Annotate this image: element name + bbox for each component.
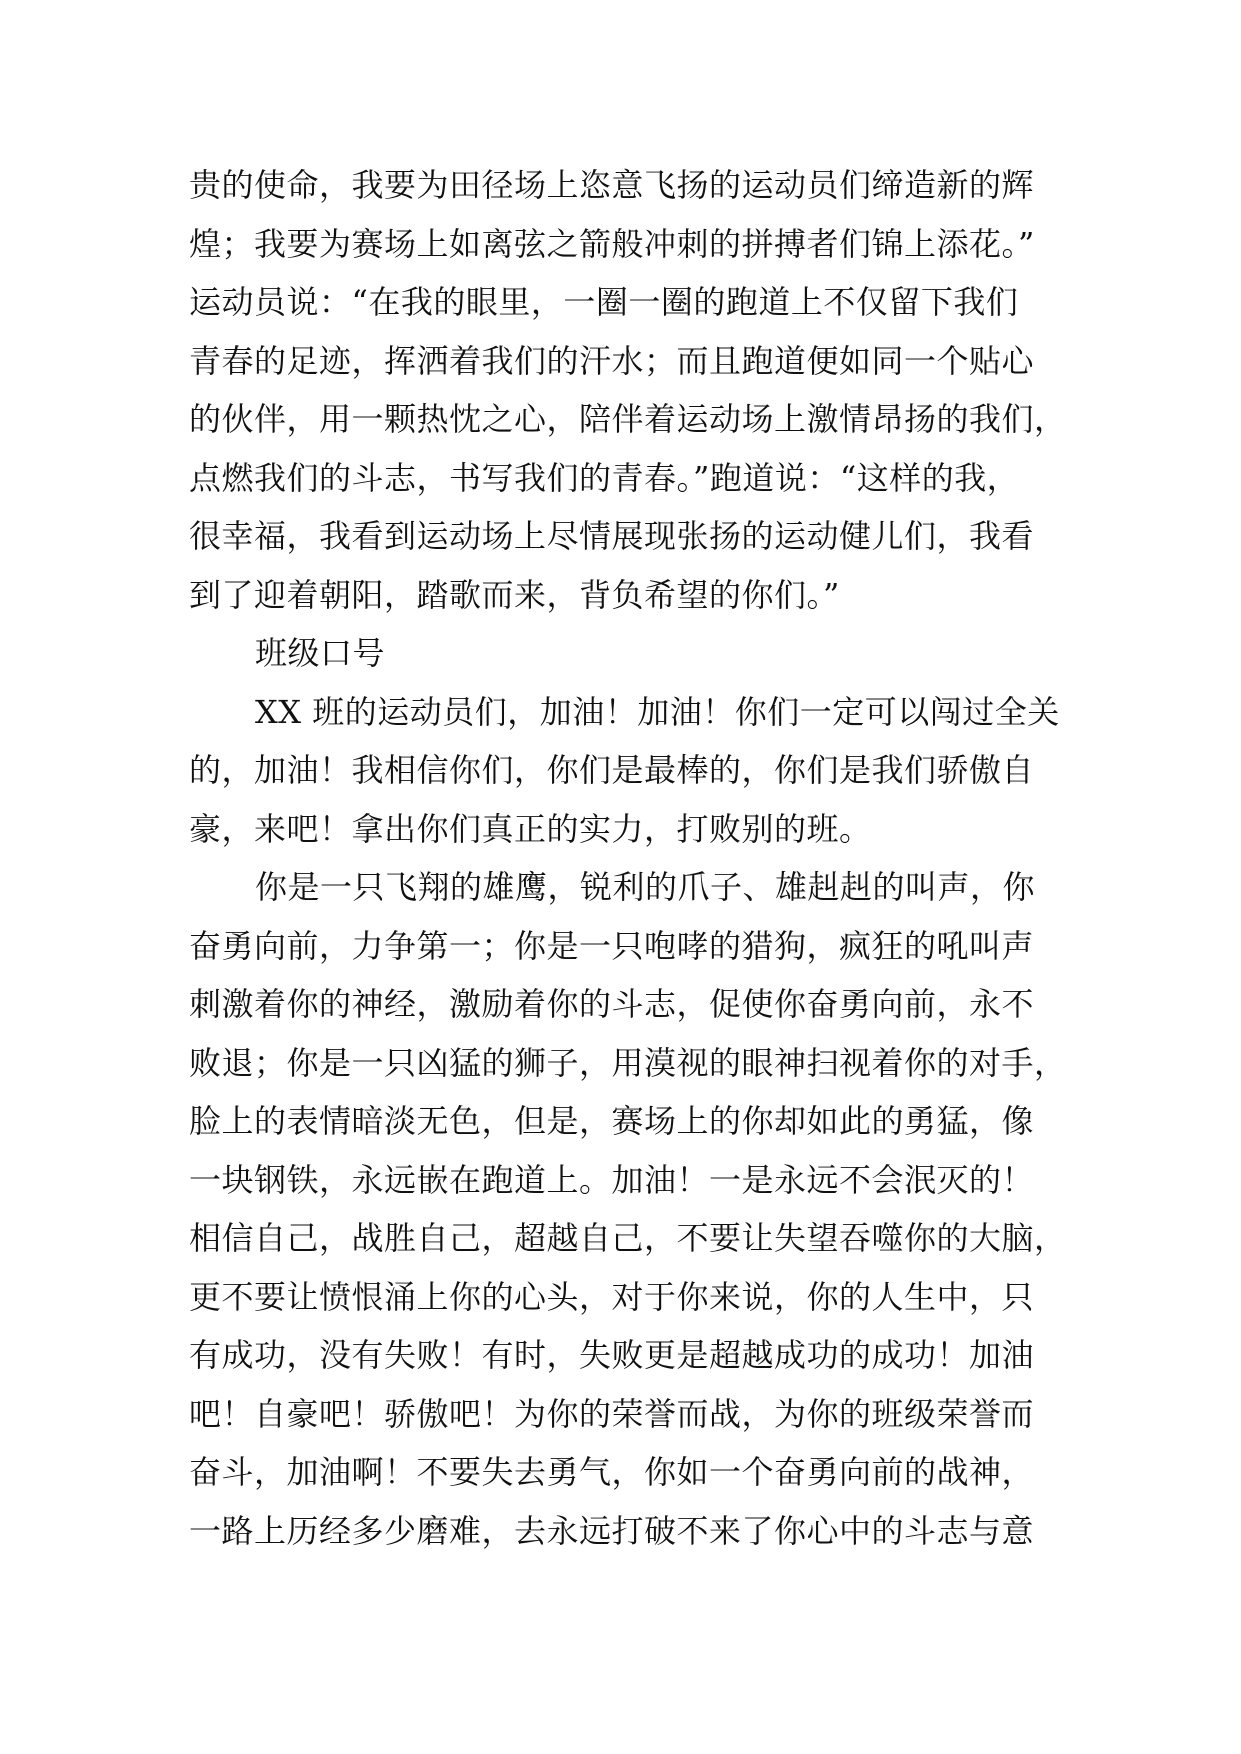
text-line: 相信自己，战胜自己，超越自己，不要让失望吞噬你的大脑， xyxy=(189,1219,1067,1257)
text-line: 一块钢铁，永远嵌在跑道上。加油！一是永远不会泯灭的！ xyxy=(189,1160,1035,1199)
text-line: 奋勇向前，力争第一；你是一只咆哮的猎狗，疯狂的吼叫声 xyxy=(189,926,1035,965)
text-line: 脸上的表情暗淡无色，但是，赛场上的你却如此的勇猛，像 xyxy=(189,1102,1035,1140)
text-line: 贵的使命，我要为田径场上恣意飞扬的运动员们缔造新的辉 xyxy=(189,166,1035,204)
text-line: 的，加油！我相信你们，你们是最棒的，你们是我们骄傲自 xyxy=(189,751,1035,789)
body-text xyxy=(189,156,1069,1560)
text-line: 青春的足迹，挥洒着我们的汗水；而且跑道便如同一个贴心 xyxy=(189,341,1035,380)
text-line: 有成功，没有失败！有时，失败更是超越成功的成功！加油 xyxy=(189,1336,1035,1374)
text-line: 败退；你是一只凶猛的狮子，用漠视的眼神扫视着你的对手， xyxy=(189,1043,1067,1082)
text-line: XX 班的运动员们，加油！加油！你们一定可以闯过全关 xyxy=(255,692,1060,731)
text-line: 到了迎着朝阳，踏歌而来，背负希望的你们。” xyxy=(189,575,840,614)
text-line: 吧！自豪吧！骄傲吧！为你的荣誉而战，为你的班级荣誉而 xyxy=(189,1394,1035,1433)
text-line: 点燃我们的斗志，书写我们的青春。”跑道说：“这样的我， xyxy=(189,458,1020,497)
text-line: 运动员说：“在我的眼里，一圈一圈的跑道上不仅留下我们 xyxy=(189,283,1019,321)
text-line: 很幸福，我看到运动场上尽情展现张扬的运动健儿们，我看 xyxy=(189,517,1035,555)
text-line: 奋斗，加油啊！不要失去勇气，你如一个奋勇向前的战神， xyxy=(189,1453,1035,1491)
text-line: 刺激着你的神经，激励着你的斗志，促使你奋勇向前，永不 xyxy=(189,985,1035,1023)
text-line: 豪，来吧！拿出你们真正的实力，打败别的班。 xyxy=(189,809,872,848)
text-line: 一路上历经多少磨难，去永远打破不来了你心中的斗志与意 xyxy=(189,1511,1035,1550)
text-line: 更不要让愤恨涌上你的心头，对于你来说，你的人生中，只 xyxy=(189,1277,1035,1316)
section-heading: 班级口号 xyxy=(255,634,386,672)
text-line: 煌；我要为赛场上如离弦之箭般冲刺的拼搏者们锦上添花。” xyxy=(189,224,1035,263)
text-line: 的伙伴，用一颗热忱之心，陪伴着运动场上激情昂扬的我们， xyxy=(189,400,1067,438)
text-line: 你是一只飞翔的雄鹰，锐利的爪子、雄赳赳的叫声，你 xyxy=(255,868,1036,906)
